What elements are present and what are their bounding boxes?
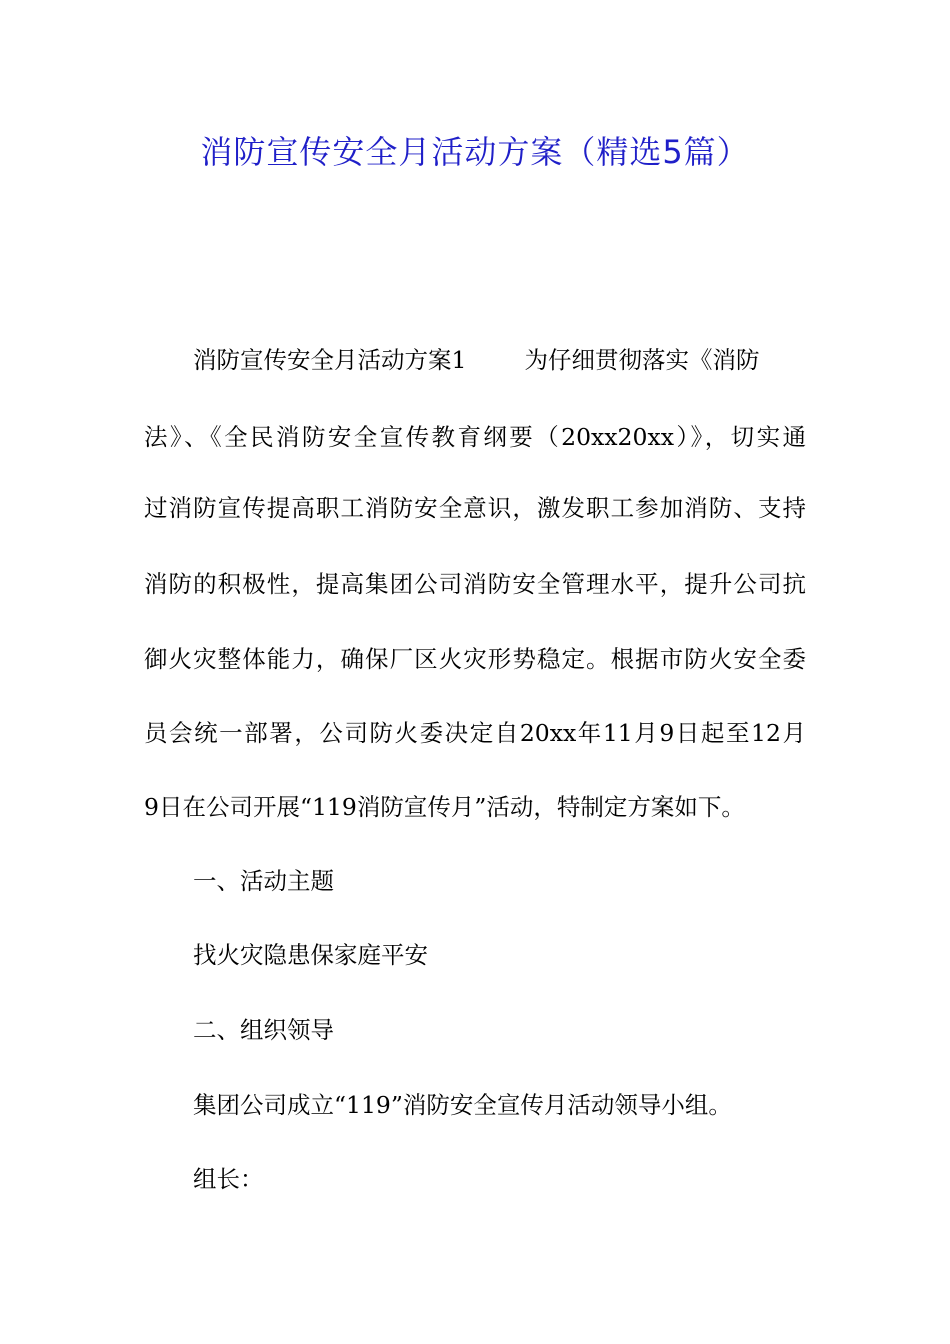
paragraph-line: 法》、《全民消防安全宣传教育纲要（20xx20xx）》，切实通 [144,423,806,451]
paragraph-line: 员会统一部署，公司防火委决定自20xx年11月9日起至12月 [144,719,806,747]
paragraph-line: 过消防宣传提高职工消防安全意识，激发职工参加消防、支持 [144,494,806,522]
section-heading-theme: 一、活动主题 [193,867,334,895]
section-body-theme: 找火灾隐患保家庭平安 [193,941,428,969]
section-heading-leadership: 二、组织领导 [193,1016,334,1044]
document-title: 消防宣传安全月活动方案（精选5篇） [200,133,750,171]
paragraph-line: 9日在公司开展“119消防宣传月”活动，特制定方案如下。 [144,793,745,821]
paragraph-line: 消防的积极性，提高集团公司消防安全管理水平，提升公司抗 [144,570,806,598]
paragraph-line: 御火灾整体能力，确保厂区火灾形势稳定。根据市防火安全委 [144,645,806,673]
plan-heading: 消防宣传安全月活动方案1 [193,346,467,374]
leader-label: 组长： [193,1165,264,1193]
section-body-leadership: 集团公司成立“119”消防安全宣传月活动领导小组。 [193,1091,732,1119]
paragraph-first-line [193,343,759,377]
paragraph-text: 为仔细贯彻落实《消防 [524,346,760,374]
